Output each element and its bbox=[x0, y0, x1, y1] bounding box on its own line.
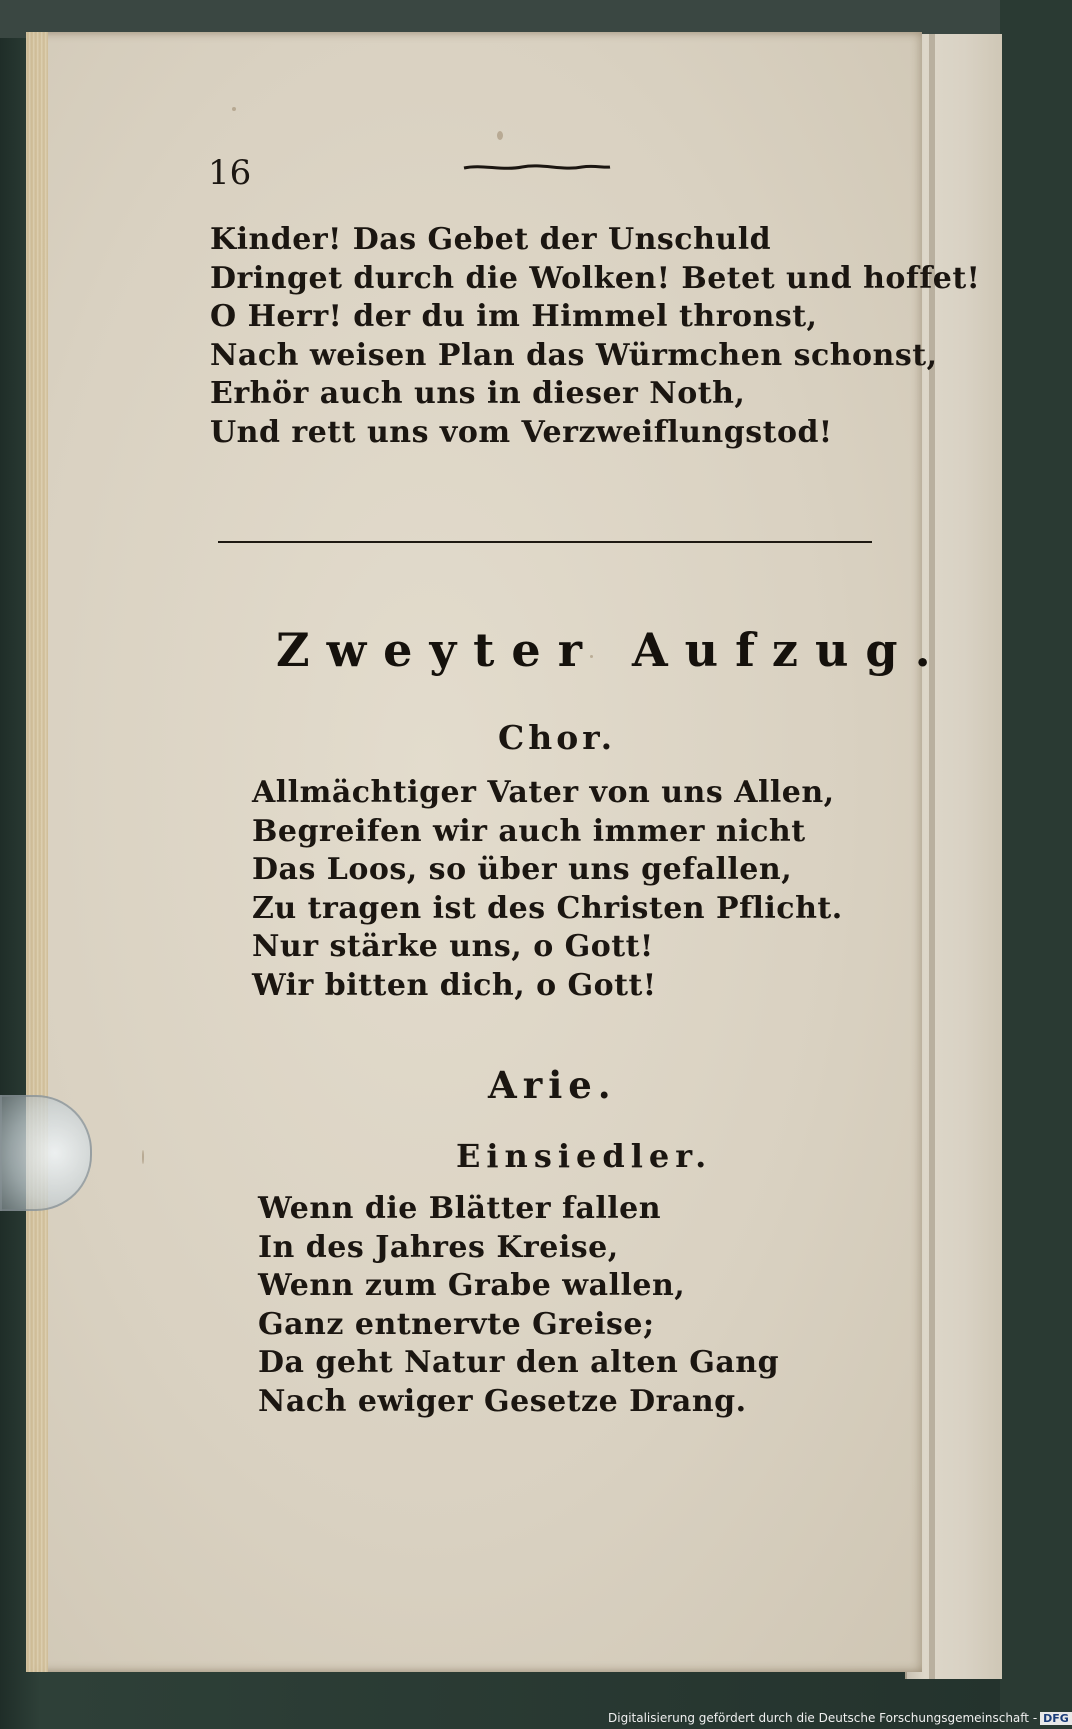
verse-line: Das Loos, so über uns gefallen, bbox=[252, 852, 793, 887]
verse-line: Kinder! Das Gebet der Unschuld bbox=[210, 222, 772, 257]
paper-spot bbox=[232, 107, 236, 111]
section-divider bbox=[218, 541, 872, 543]
verse-line: Erhör auch uns in dieser Noth, bbox=[210, 376, 746, 411]
verse-block-top bbox=[210, 221, 980, 452]
verse-line: Nach weisen Plan das Würmchen schonst, bbox=[210, 337, 938, 373]
verse-line: In des Jahres Kreise, bbox=[258, 1229, 619, 1265]
verse-line: Zu tragen ist des Christen Pflicht. bbox=[252, 890, 843, 926]
chor-heading: Chor. bbox=[498, 718, 617, 757]
dfg-logo: DFG bbox=[1040, 1712, 1072, 1725]
page-number: 16 bbox=[208, 153, 252, 193]
speaker-heading: Einsiedler. bbox=[456, 1137, 713, 1175]
credit-text: Digitalisierung gefördert durch die Deutsche Forschungsgemeinschaft - bbox=[608, 1711, 1038, 1725]
act-title: Zweyter Aufzug. bbox=[276, 623, 948, 677]
verse-line: Ganz entnervte Greise; bbox=[258, 1306, 655, 1342]
verse-line: Allmächtiger Vater von uns Allen, bbox=[252, 775, 835, 810]
paper-spot bbox=[497, 131, 503, 140]
verse-line: Und rett uns vom Verzweiflungstod! bbox=[210, 414, 833, 450]
verse-line: Begreifen wir auch immer nicht bbox=[252, 813, 806, 849]
verse-line: Nur stärke uns, o Gott! bbox=[252, 929, 654, 964]
verse-line: Nach ewiger Gesetze Drang. bbox=[258, 1383, 747, 1419]
verse-line: Wenn zum Grabe wallen, bbox=[258, 1268, 686, 1303]
header-ornament bbox=[462, 161, 612, 173]
digitization-credit bbox=[608, 1711, 1072, 1725]
verse-block-chor bbox=[252, 774, 843, 1005]
verse-line: Da geht Natur den alten Gang bbox=[258, 1345, 780, 1380]
verse-block-arie bbox=[258, 1190, 779, 1421]
verse-line: Dringet durch die Wolken! Betet und hoffet! bbox=[210, 260, 981, 296]
verse-line: Wir bitten dich, o Gott! bbox=[252, 967, 657, 1003]
page-stack-edge bbox=[26, 32, 48, 1672]
paper-spot bbox=[142, 1150, 144, 1164]
verse-line: Wenn die Blätter fallen bbox=[258, 1191, 662, 1226]
arie-heading: Arie. bbox=[488, 1063, 617, 1107]
verse-line: O Herr! der du im Himmel thronst, bbox=[210, 299, 818, 334]
